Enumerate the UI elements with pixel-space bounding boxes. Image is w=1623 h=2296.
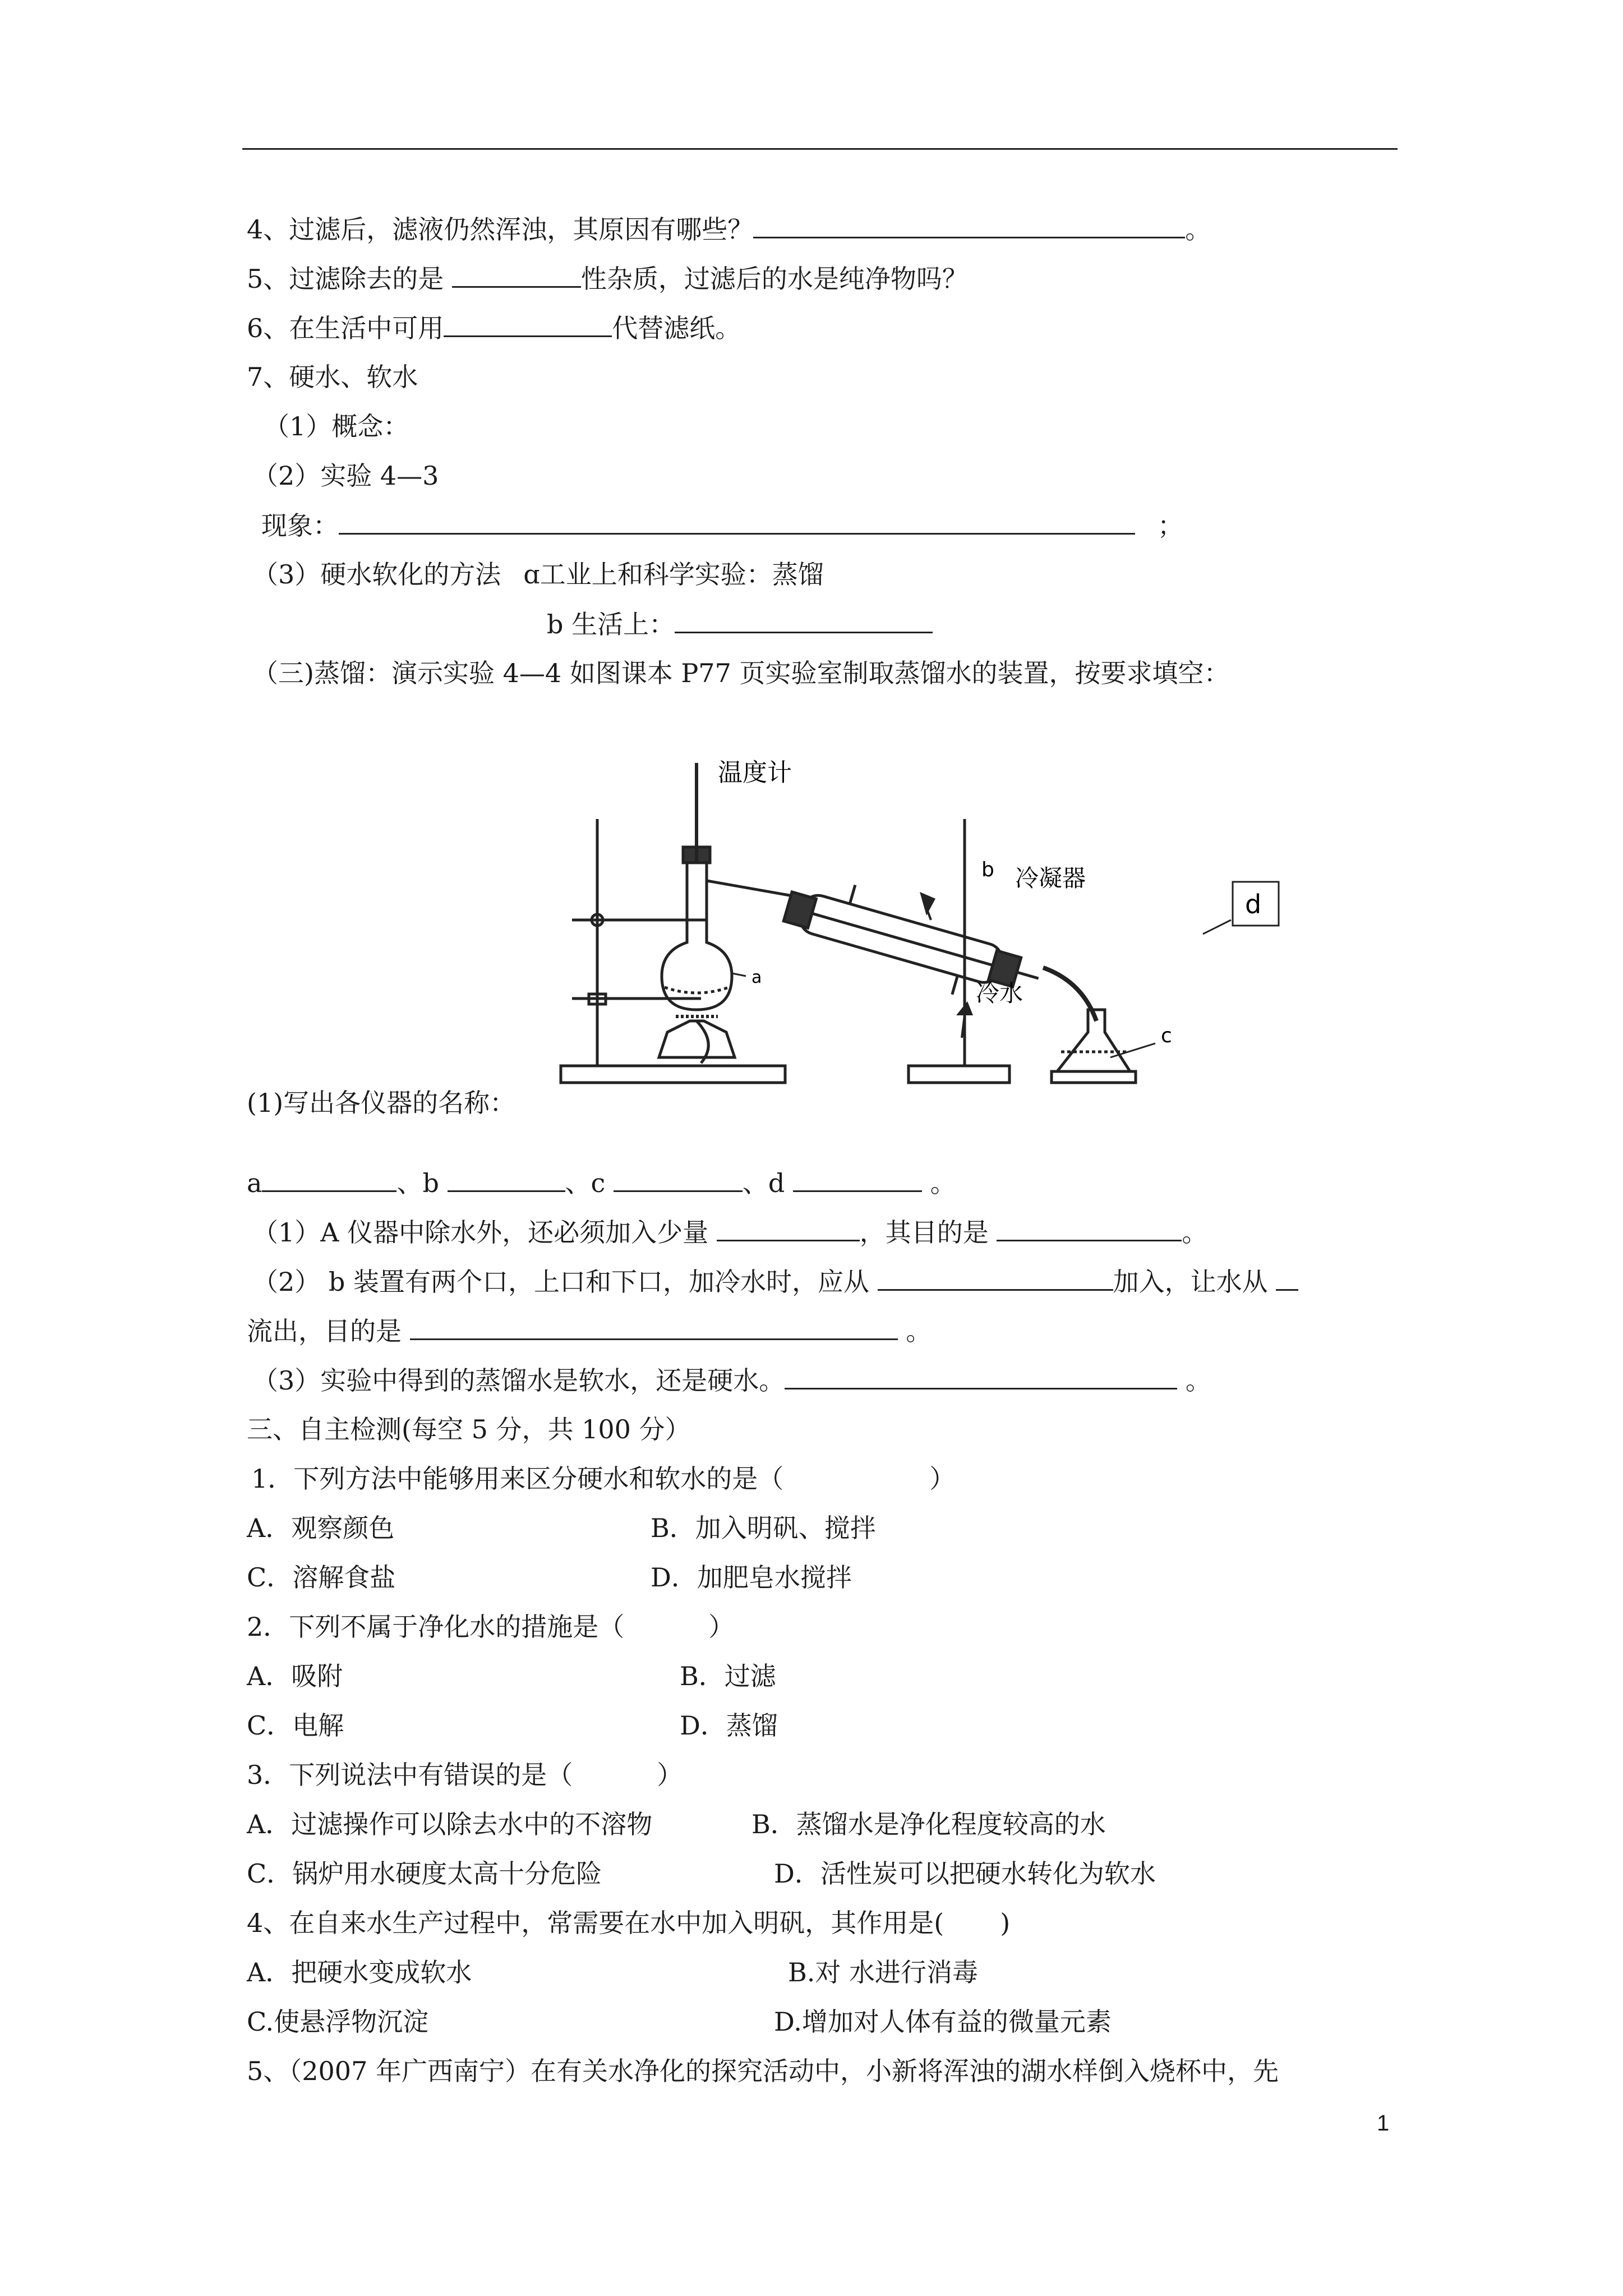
mc2-option-a[interactable]: A．吸附 — [247, 1661, 343, 1691]
answer-blank-c[interactable] — [614, 1166, 743, 1192]
answer-blank[interactable] — [997, 1215, 1182, 1241]
question-condenser-b: （2） b 装置有两个口，上口和下口，加冷水时，应从 加入，让水从 — [252, 1264, 1298, 1299]
mc-question-1: 1．下列方法中能够用来区分硬水和软水的是（ ） — [251, 1464, 956, 1494]
mc1-option-a[interactable]: A．观察颜色 — [247, 1513, 395, 1543]
header-rule — [242, 148, 1398, 150]
question-7-title: 7、硬水、软水 — [247, 362, 418, 392]
answer-blank[interactable] — [675, 607, 933, 633]
mc4-option-a[interactable]: A．把硬水变成软水 — [247, 1957, 472, 1987]
mc4-option-b[interactable]: B.对 水进行消毒 — [788, 1957, 979, 1987]
phenomenon-line: 现象： ； — [261, 508, 1183, 542]
label-c: c — [1161, 1024, 1172, 1047]
mc4-option-c[interactable]: C.使悬浮物沉淀 — [247, 2007, 429, 2037]
mc3-option-a[interactable]: A．过滤操作可以除去水中的不溶物 — [247, 1809, 653, 1839]
condenser-label: 冷凝器 — [1015, 864, 1086, 892]
question-distilled-water: （3）实验中得到的蒸馏水是软水，还是硬水。 。 — [252, 1363, 1211, 1397]
softening-line: （3）硬水软化的方法 ɑ工业上和科学实验：蒸馏 — [252, 559, 824, 590]
distillation-intro: （三)蒸馏：演示实验 4—4 如图课本 P77 页实验室制取蒸馏水的装置，按要求填空： — [252, 658, 1230, 688]
answer-blank[interactable] — [785, 1363, 1177, 1389]
alcohol-lamp — [659, 1021, 735, 1057]
stand-base-left — [561, 1066, 785, 1083]
mc2-option-d[interactable]: D．蒸馏 — [680, 1710, 778, 1741]
instrument-names-line: a 、b 、c 、d 。 — [247, 1166, 956, 1200]
mc2-option-b[interactable]: B．过滤 — [680, 1661, 776, 1691]
mc1-option-d[interactable]: D．加肥皂水搅拌 — [651, 1562, 852, 1593]
answer-blank-d[interactable] — [793, 1166, 922, 1192]
mc-question-4: 4、在自来水生产过程中，常需要在水中加入明矾，其作用是( ) — [247, 1908, 1011, 1938]
section-3-title: 三、自主检测(每空 5 分，共 100 分） — [247, 1414, 691, 1444]
mc3-option-b[interactable]: B．蒸馏水是净化程度较高的水 — [751, 1809, 1106, 1839]
answer-blank-a[interactable] — [262, 1166, 396, 1192]
distillation-apparatus-diagram — [550, 752, 1307, 1099]
distillation-flask — [662, 858, 732, 1010]
question-5-nanning: 5、（2007 年广西南宁）在有关水净化的探究活动中，小新将浑浊的湖水样倒入烧杯中，先 — [247, 2056, 1279, 2086]
answer-blank[interactable] — [878, 1264, 1113, 1291]
mc3-option-d[interactable]: D．活性炭可以把硬水转化为软水 — [774, 1858, 1156, 1889]
answer-blank-b[interactable] — [448, 1166, 565, 1192]
answer-blank[interactable] — [1276, 1264, 1298, 1291]
answer-blank[interactable] — [410, 1314, 898, 1340]
mc-question-3: 3．下列说法中有错误的是（ ） — [247, 1760, 683, 1790]
question-flask-a: （1）A 仪器中除水外，还必须加入少量 ，其目的是 。 — [252, 1215, 1207, 1249]
question-5: 5、过滤除去的是 性杂质，过滤后的水是纯净物吗？ — [247, 261, 968, 296]
label-b: b — [981, 858, 994, 881]
mc1-option-c[interactable]: C．溶解食盐 — [247, 1562, 396, 1593]
label-a: a — [751, 968, 762, 987]
label-d: d — [1245, 889, 1262, 919]
question-condenser-b-line2: 流出，目的是 。 — [247, 1314, 932, 1348]
question-4: 4、过滤后，滤液仍然浑浊，其原因有哪些？ 。 — [247, 212, 1211, 246]
answer-blank[interactable] — [753, 212, 1185, 238]
experiment-4-3: （2）实验 4—3 — [252, 461, 439, 491]
answer-blank[interactable] — [452, 261, 581, 288]
question-6: 6、在生活中可用 代替滤纸。 — [247, 311, 741, 345]
page-number: 1 — [1377, 2111, 1390, 2136]
answer-blank[interactable] — [444, 311, 612, 337]
softening-b-line: b 生活上： — [547, 607, 933, 641]
names-prompt: (1)写出各仪器的名称： — [247, 1088, 516, 1118]
answer-blank[interactable] — [339, 508, 1135, 535]
mc3-option-c[interactable]: C．锅炉用水硬度太高十分危险 — [247, 1858, 602, 1889]
mc4-option-d[interactable]: D.增加对人体有益的微量元素 — [774, 2007, 1112, 2037]
concept-label: （1）概念： — [264, 411, 409, 441]
mc-question-2: 2．下列不属于净化水的措施是（ ） — [247, 1612, 735, 1642]
cold-water-label: 冷水 — [976, 979, 1023, 1007]
mc1-option-b[interactable]: B．加入明矾、搅拌 — [651, 1513, 876, 1543]
thermometer-label: 温度计 — [718, 758, 792, 787]
mc2-option-c[interactable]: C．电解 — [247, 1710, 344, 1741]
answer-blank[interactable] — [717, 1215, 860, 1241]
